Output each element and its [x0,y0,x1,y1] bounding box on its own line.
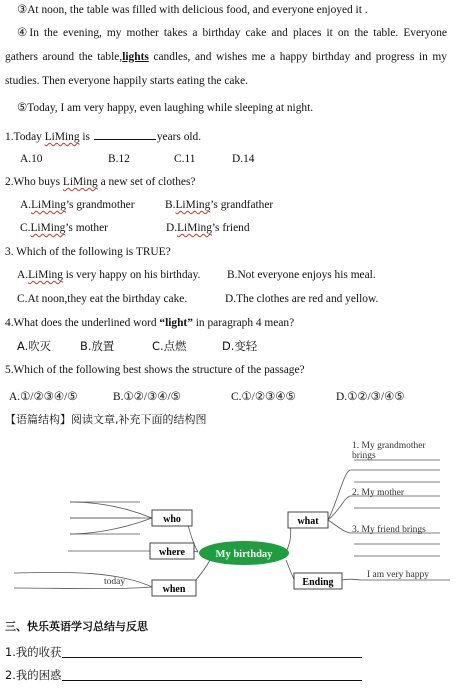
what-branch-2 [328,496,350,520]
ending-branch [342,579,362,580]
q3-option-a[interactable] [17,268,200,282]
paragraph-4 [5,21,447,93]
q1-text-c: years old. [156,131,202,143]
paragraph-5: ⑤Today, I am very happy, even laughing while sleeping at night. [17,102,314,114]
q1-text-a: 1.Today [5,131,45,143]
ending-text: I am very happy [367,570,429,580]
what-item-1: 1. My grandmother [352,441,426,451]
q1-option-d[interactable]: D.14 [232,153,255,165]
q4-text-b: in paragraph 4 mean? [192,317,295,329]
summary-line-2[interactable] [62,680,362,681]
q3-option-c[interactable]: C.At noon,they eat the birthday cake. [17,293,188,305]
q2-option-a[interactable] [20,198,135,212]
who-branch-1 [70,502,152,518]
q4-option-d[interactable]: D.变轻 [222,339,258,353]
q5-option-a[interactable]: A.①/②③④/⑤ [9,391,78,403]
q2c-post: ’s mother [65,222,108,234]
summary-item-2 [5,668,61,682]
summary-item-1 [5,645,61,659]
q3a-post: is very happy on his birthday. [62,269,201,281]
q2b-name: LiMing [175,199,211,211]
who-label: who [163,514,181,525]
question-2-stem [5,175,195,189]
q2b-post: ’s grandfather [210,199,274,211]
who-branch-3 [70,518,152,534]
q3a-pre: A. [17,269,29,281]
q1-option-b[interactable]: B.12 [108,153,130,165]
q2a-pre: A. [20,199,32,211]
q3-option-b[interactable]: B.Not everyone enjoys his meal. [227,269,376,281]
q4-option-c[interactable]: C.点燃 [152,339,187,353]
structure-mind-map [0,430,456,610]
summary-heading: 三、快乐英语学习总结与反思 [5,620,148,633]
q3a-name: LiMing [28,269,63,281]
q2d-name: LiMing [177,222,212,234]
q5-option-d[interactable]: D.①②/③/④⑤ [336,391,405,403]
what-label: what [297,516,319,527]
connector-ending [286,560,294,580]
structure-heading: 【语篇结构】阅读文章,补充下面的结构图 [5,413,207,426]
q2-option-c[interactable] [20,221,108,235]
q1-name: LiMing [44,131,80,143]
q2-option-b[interactable] [165,198,273,212]
q2-name: LiMing [62,176,98,188]
q5-option-c[interactable]: C.①/②③④⑤ [231,391,296,403]
q3-option-d[interactable]: D.The clothes are red and yellow. [225,293,379,305]
center-node-label: My birthday [215,549,273,560]
summary-line-1[interactable] [62,657,362,658]
paragraph-4-part1: ④In the evening, my mother takes a birthday cake and places it on the table. Everyone gathers around the table, [5,27,447,63]
when-branch-1 [14,572,152,587]
q2c-pre: C. [20,222,31,234]
q2a-post: ’s grandmother [65,199,135,211]
q2-text-a: 2.Who buys [5,176,63,188]
q5-option-b[interactable]: B.①②/③④/⑤ [113,391,181,403]
what-item-1b: brings [352,451,376,461]
q2-text-b: a new set of clothes? [97,176,196,188]
q1-option-c[interactable]: C.11 [174,153,196,165]
q2-option-d[interactable] [166,221,250,235]
q4-option-a[interactable]: A.吹灭 [17,339,51,353]
when-label: when [162,584,186,595]
summary-item-2-label: 2.我的困惑 [5,668,62,682]
q2c-name: LiMing [30,222,66,234]
q4-option-b[interactable]: B.放置 [80,339,115,353]
q2a-name: LiMing [31,199,66,211]
q2d-post: ’s friend [211,222,250,234]
underlined-word-lights: lights [122,51,149,63]
q4-text-a: 4.What does the underlined word [5,317,160,329]
summary-item-1-label: 1.我的收获 [5,645,62,659]
question-5-stem: 5.Which of the following best shows the structure of the passage? [5,364,305,376]
what-branch-3 [328,520,350,533]
q2b-pre: B. [165,199,176,211]
q1-text-b: is [79,131,93,143]
paragraph-4-part2: candles, and wishes me a happy birthday and progress in my studies. Then everyone happily starts eating the cake. [5,51,447,87]
answer-blank[interactable] [94,129,156,140]
question-1-stem [5,129,201,144]
where-label: where [159,547,185,558]
q2d-pre: D. [166,222,178,234]
question-4-stem [5,316,294,330]
q1-option-a[interactable]: A.10 [20,153,43,165]
today-label: today [104,577,126,587]
what-item-2: 2. My mother [352,488,404,498]
q4-word: “light” [159,317,193,329]
question-3-stem: 3. Which of the following is TRUE? [5,246,171,258]
what-item-3: 3. My friend brings [352,525,426,535]
ending-label: Ending [302,577,334,588]
what-branch-1 [328,470,350,520]
paragraph-3: ③At noon, the table was filled with delicious food, and everyone enjoyed it . [17,4,368,16]
when-branch-2 [14,587,152,589]
